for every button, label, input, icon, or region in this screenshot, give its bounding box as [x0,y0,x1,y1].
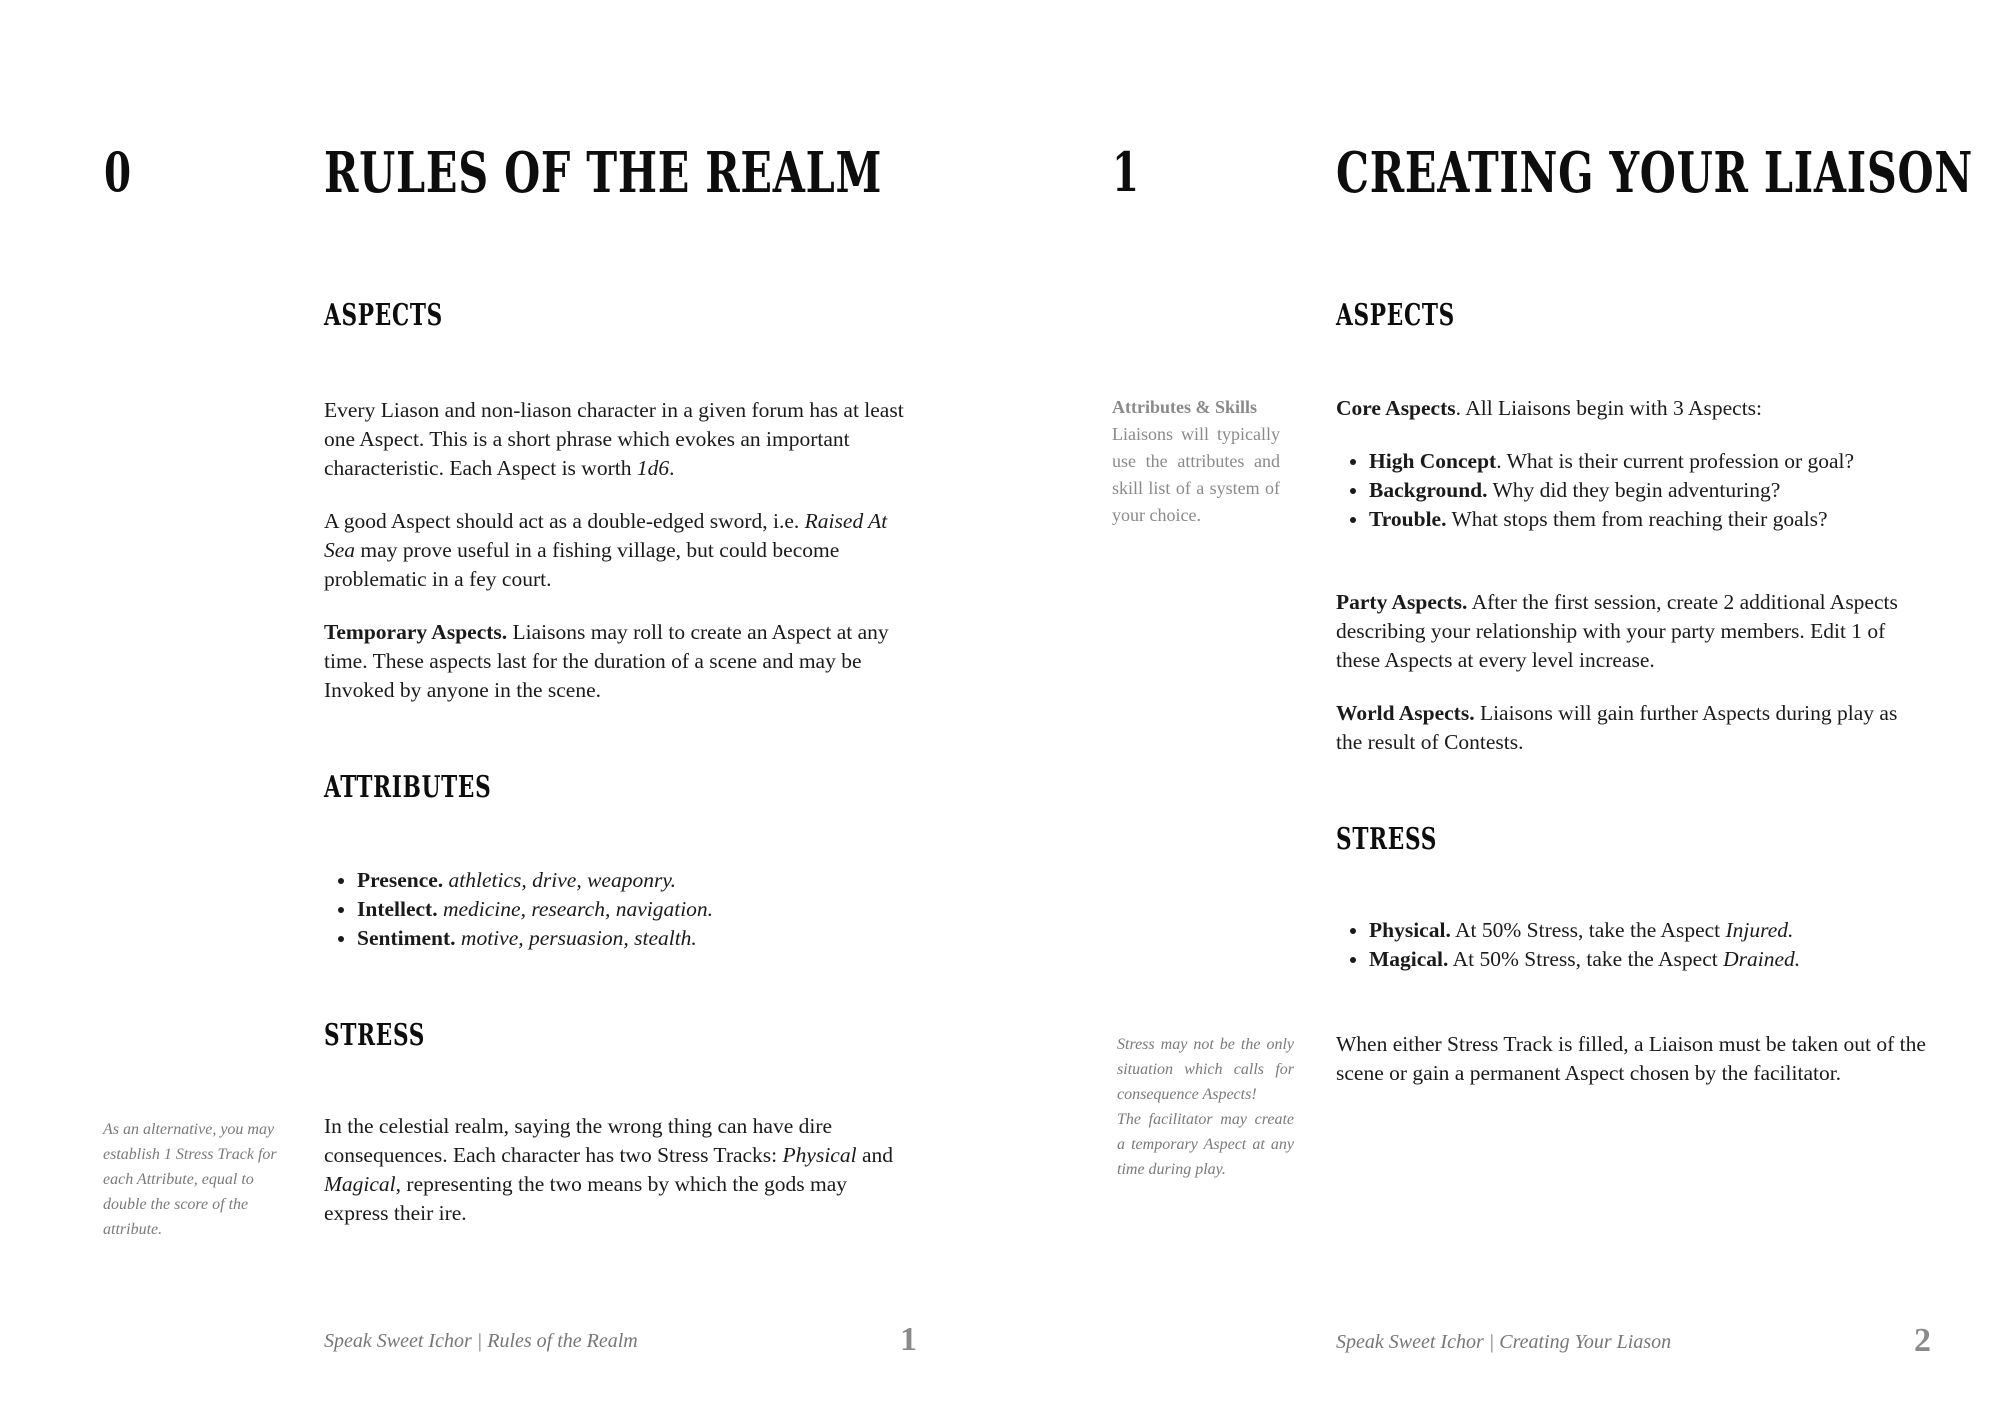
page-footer: Speak Sweet Ichor | Creating Your Liason [1336,1331,1672,1353]
list-item: • Background. Why did they begin adventuring? [1369,476,1936,505]
aspects-paragraph: Every Liason and non-liason character in a given forum has at least one Aspect. This is a short phrase which evokes an important characteristic. Each Aspect is worth 1d6. [324,398,904,480]
section-heading-aspects: ASPECTS [1336,298,1455,333]
stress-paragraph: When either Stress Track is filled, a Liaison must be taken out of the scene or gain a permanent Aspect chosen by the facilitator. [1336,1032,1926,1085]
section-heading-attributes: ATTRIBUTES [324,770,492,805]
temporary-aspects-paragraph: Temporary Aspects. Liaisons may roll to create an Aspect at any time. These aspects last for the duration of a scene and may be Invoked by anyone in the scene. [324,620,889,702]
list-item: • High Concept. What is their current profession or goal? [1369,447,1936,476]
section-heading-aspects: ASPECTS [324,298,443,333]
attributes-list [324,866,924,953]
aspects-section-body [324,396,914,729]
sidebar-box [1112,394,1280,529]
stress-paragraph: In the celestial realm, saying the wrong thing can have dire consequences. Each character has two Stress Tracks: Physical and Magical, representing the two means by which the gods may express their ire. [324,1114,893,1225]
party-aspects-paragraph: Party Aspects. After the first session, create 2 additional Aspects describing your relationship with your party members. Edit 1 of these Aspects at every level increase. [1336,590,1898,672]
aspect-example: Raised At Sea [324,509,888,562]
list-item: • Intellect. medicine, research, navigation. [357,895,924,924]
page-number: 2 [1914,1322,1931,1359]
world-aspects-paragraph: World Aspects. Liaisons will gain further Aspects during play as the result of Contests. [1336,701,1898,754]
list-item: • Trouble. What stops them from reaching their goals? [1369,505,1936,534]
dice-value: 1d6 [636,456,670,480]
list-item: • Magical. At 50% Stress, take the Aspect Drained. [1369,945,1936,974]
chapter-number: 1 [1112,140,1140,204]
sidebar-text: Liaisons will typically use the attributes and skill list of a system of your choice. [1112,424,1280,525]
list-item: • Sentiment. motive, persuasion, stealth. [357,924,924,953]
party-world-block [1336,588,1926,781]
page-footer: Speak Sweet Ichor | Rules of the Realm [324,1330,638,1352]
page-number: 1 [900,1321,917,1358]
sidebar-title: Attributes & Skills [1112,397,1258,417]
stress-list [1336,916,1936,974]
side-note: Stress may not be the only situation which calls for consequence Aspects! The facilitator may create a temporary Aspect at any time during play. [1117,1036,1294,1178]
list-item: • Physical. At 50% Stress, take the Aspect Injured. [1369,916,1936,945]
aspects-paragraph: A good Aspect should act as a double-edged sword, i.e. Raised At Sea may prove useful in a fishing village, but could become problematic in a fey court. [324,509,888,591]
chapter-number: 0 [104,140,132,204]
list-item: • Presence. athletics, drive, weaponry. [357,866,924,895]
section-heading-stress: STRESS [324,1018,426,1053]
section-heading-stress: STRESS [1336,822,1438,857]
core-aspects-block [1336,394,1936,534]
chapter-title: CREATING YOUR LIAISON [1336,140,1974,206]
side-note: As an alternative, you may establish 1 Stress Track for each Attribute, equal to double the score of the attribute. [103,1121,277,1238]
core-aspects-paragraph: Core Aspects. All Liaisons begin with 3 Aspects: [1336,396,1763,420]
chapter-title: RULES OF THE REALM [324,140,883,206]
